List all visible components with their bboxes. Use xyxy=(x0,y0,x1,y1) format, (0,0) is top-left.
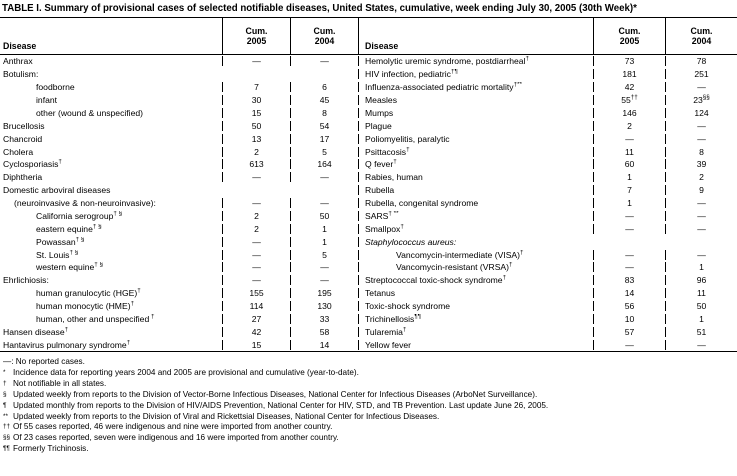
disease-name: Cyclosporiasis xyxy=(3,159,59,170)
table-row xyxy=(0,81,358,94)
footnote xyxy=(3,401,735,412)
cum-2005-cell: 2 xyxy=(222,211,290,221)
cum-2004-cell: 14 xyxy=(290,340,358,350)
table-row xyxy=(358,132,737,145)
cum-2005-cell: — xyxy=(593,250,665,260)
disease-name: Psittacosis xyxy=(365,146,407,157)
cum-2004-cell: — xyxy=(290,198,358,208)
footnote-marker: † xyxy=(58,159,62,166)
disease-cell xyxy=(0,185,222,195)
cum-2005-cell: 14 xyxy=(593,288,665,298)
disease-name: Measles xyxy=(365,95,397,106)
footnote xyxy=(3,379,735,390)
disease-name: human monocytic (HME) xyxy=(36,301,131,312)
cum-2005-cell: 114 xyxy=(222,301,290,311)
disease-cell xyxy=(0,211,222,221)
cum-label: Cum. xyxy=(690,25,713,36)
disease-name: Smallpox xyxy=(365,223,401,234)
cum-2004-cell: — xyxy=(665,121,737,131)
disease-name: California serogroup xyxy=(36,210,114,221)
cum-2004-cell: 1 xyxy=(290,224,358,234)
footnote-marker: †** xyxy=(513,82,522,89)
disease-cell xyxy=(358,172,593,182)
cum-2004-cell: 1 xyxy=(665,262,737,272)
disease-name: foodborne xyxy=(36,82,75,93)
disease-name: Cholera xyxy=(3,146,34,157)
footnote xyxy=(3,422,735,433)
cum-2005-cell: 2 xyxy=(222,224,290,234)
disease-name: Brucellosis xyxy=(3,120,45,131)
disease-name: Domestic arboviral diseases xyxy=(3,185,111,196)
table-header xyxy=(0,17,737,55)
disease-cell xyxy=(358,314,593,324)
disease-name: SARS xyxy=(365,210,389,221)
footnote-marker: † § xyxy=(69,249,79,256)
footnote-marker: † xyxy=(393,159,397,166)
disease-cell xyxy=(0,95,222,105)
cum-2004-cell: 50 xyxy=(665,301,737,311)
cum-2004-cell: 17 xyxy=(290,134,358,144)
cum-2005-cell: 56 xyxy=(593,301,665,311)
footnote xyxy=(3,444,735,455)
footnote-marker: ¶¶ xyxy=(414,313,422,321)
footnote-marker: * xyxy=(3,368,6,376)
cum-2004-cell: — xyxy=(665,82,737,92)
disease-name: Trichinellosis xyxy=(365,313,415,324)
table-row xyxy=(358,300,737,313)
footnote-marker: † § xyxy=(113,210,123,218)
footnote-marker: † xyxy=(400,223,404,230)
disease-name: Powassan xyxy=(36,236,76,247)
footnote-marker: †† xyxy=(630,94,638,102)
table-row xyxy=(0,132,358,145)
table-row xyxy=(0,313,358,326)
cum-2004-cell: — xyxy=(665,211,737,221)
cum-2004-cell: 130 xyxy=(290,301,358,311)
cum-2004-cell: — xyxy=(665,198,737,208)
footnote-marker: † xyxy=(406,146,410,153)
table-row xyxy=(358,68,737,81)
disease-cell xyxy=(0,134,222,144)
footnote-marker: † xyxy=(525,56,529,63)
cum-2005-cell: 10 xyxy=(593,314,665,324)
footnote xyxy=(3,433,735,444)
footnote-marker: † xyxy=(130,301,135,308)
disease-cell xyxy=(358,134,593,144)
cum-2004-cell: — xyxy=(290,56,358,66)
table-row xyxy=(358,222,737,235)
disease-cell xyxy=(358,224,593,234)
disease-name: infant xyxy=(36,95,58,106)
disease-name: Yellow fever xyxy=(365,339,412,350)
cum-2004-cell: 54 xyxy=(290,121,358,131)
cum-2004-cell: 5 xyxy=(290,147,358,157)
disease-name: Vancomycin-intermediate (VISA) xyxy=(396,249,521,260)
table-row xyxy=(0,235,358,248)
disease-cell xyxy=(0,56,222,66)
disease-name: Ehrlichiosis: xyxy=(3,275,49,286)
col-header-disease-left: Disease xyxy=(3,41,37,51)
cum-2004-cell: 45 xyxy=(290,95,358,105)
cum-2005-cell: — xyxy=(222,275,290,285)
disease-name: Plague xyxy=(365,120,392,131)
cum-2004-cell: 33 xyxy=(290,314,358,324)
disease-cell xyxy=(0,121,222,131)
cum-label: Cum. xyxy=(618,25,641,36)
disease-cell xyxy=(358,250,593,260)
footnote xyxy=(3,412,735,423)
cum-2005-cell: 613 xyxy=(222,159,290,169)
table-row xyxy=(0,300,358,313)
cum-2004-cell: — xyxy=(290,275,358,285)
disease-cell xyxy=(0,198,222,208)
table-row xyxy=(358,338,737,351)
disease-cell xyxy=(0,288,222,298)
cum-2004-cell: 9 xyxy=(665,185,737,195)
table-row xyxy=(358,197,737,210)
table-row xyxy=(358,55,737,68)
table-row xyxy=(0,248,358,261)
disease-cell xyxy=(0,262,222,272)
cum-2004-cell: — xyxy=(665,134,737,144)
cum-2005-cell: — xyxy=(593,211,665,221)
table-row xyxy=(358,171,737,184)
cum-2005-cell: 146 xyxy=(593,108,665,118)
table-body xyxy=(0,55,737,352)
footnote-text: No reported cases. xyxy=(13,357,85,366)
footnote-marker: ** xyxy=(3,412,8,420)
cum-2005-cell: — xyxy=(593,224,665,234)
col-header-disease-right: Disease xyxy=(358,18,593,54)
table-row xyxy=(358,261,737,274)
disease-name: Poliomyelitis, paralytic xyxy=(365,133,450,144)
footnote-text: Incidence data for reporting years 2004 and 2005 are provisional and cumulative (year-to-date). xyxy=(13,367,359,377)
year-label: 2004 xyxy=(314,36,335,46)
table-row xyxy=(358,287,737,300)
cum-2004-cell: 50 xyxy=(290,211,358,221)
footnote-text: Updated weekly from reports to the Division of Viral and Rickettsial Diseases, National Center for Infectious Diseases. xyxy=(13,411,440,421)
footnote-marker: ¶ xyxy=(3,401,7,409)
table-row xyxy=(358,248,737,261)
disease-cell xyxy=(0,314,222,324)
disease-name: Hansen disease xyxy=(3,326,65,337)
cum-2005-cell: 1 xyxy=(593,198,665,208)
disease-cell xyxy=(358,56,593,66)
cum-2005-cell: — xyxy=(593,134,665,144)
disease-name: Botulism: xyxy=(3,69,39,80)
footnote-text: Updated weekly from reports to the Division of Vector-Borne Infectious Diseases, National Center for Infectious Diseases (ArboNet Surveillance). xyxy=(13,389,538,399)
footnote-marker: ¶¶ xyxy=(3,445,10,453)
disease-cell xyxy=(358,121,593,131)
disease-cell xyxy=(0,108,222,118)
cum-2004-cell: — xyxy=(665,340,737,350)
disease-name: human, other and unspecified xyxy=(36,313,150,324)
disease-name: other (wound & unspecified) xyxy=(36,107,144,118)
disease-cell xyxy=(358,211,593,221)
disease-name: Rubella xyxy=(365,185,395,196)
disease-cell xyxy=(0,301,222,311)
cum-2004-cell: 2 xyxy=(665,172,737,182)
cum-2005-cell: — xyxy=(593,340,665,350)
disease-name: Diphtheria xyxy=(3,172,43,183)
cum-2004-cell: 5 xyxy=(290,250,358,260)
cum-2005-cell: 50 xyxy=(222,121,290,131)
disease-cell xyxy=(0,237,222,247)
disease-name: Tetanus xyxy=(365,288,396,299)
disease-cell xyxy=(358,198,593,208)
disease-cell xyxy=(358,275,593,285)
footnote-marker: † xyxy=(502,275,507,282)
cum-2005-cell: 42 xyxy=(593,82,665,92)
footnote-marker: † xyxy=(149,313,155,321)
cum-2004-cell: 164 xyxy=(290,159,358,169)
disease-name: Influenza-associated pediatric mortality xyxy=(365,82,514,93)
cum-2004-cell: 251 xyxy=(665,69,737,79)
col-header-cum-2005-left xyxy=(222,18,290,54)
cum-2005-cell: — xyxy=(222,250,290,260)
disease-cell xyxy=(358,69,593,79)
footnote-text: Not notifiable in all states. xyxy=(13,378,107,388)
disease-cell xyxy=(358,108,593,118)
cum-2005-cell: 155 xyxy=(222,288,290,298)
cum-label: Cum. xyxy=(245,25,268,36)
disease-name: Staphylococcus aureus: xyxy=(365,236,457,247)
cum-2004-cell: 1 xyxy=(290,237,358,247)
disease-name: Chancroid xyxy=(3,133,43,144)
cum-2004-cell: 58 xyxy=(290,327,358,337)
col-header-cum-2004-left xyxy=(290,18,358,54)
cum-label: Cum. xyxy=(313,25,336,36)
footnote-marker: † xyxy=(64,326,69,333)
disease-name: Anthrax xyxy=(3,56,33,67)
table-row xyxy=(358,145,737,158)
footnote-marker: §§ xyxy=(702,94,710,102)
cum-2005-cell: 2 xyxy=(222,147,290,157)
footnote-marker: † xyxy=(137,288,141,295)
disease-cell xyxy=(358,262,593,272)
cum-2005-cell: 181 xyxy=(593,69,665,79)
cum-2005-cell: 11 xyxy=(593,147,665,157)
table-row xyxy=(0,68,358,81)
disease-name: human granulocytic (HGE) xyxy=(36,288,138,299)
year-label: 2005 xyxy=(619,36,640,46)
disease-cell xyxy=(358,82,593,92)
table-row xyxy=(0,197,358,210)
table-row xyxy=(0,119,358,132)
left-header-half xyxy=(0,18,358,54)
footnote-marker: —: xyxy=(3,357,14,366)
disease-cell xyxy=(0,159,222,169)
disease-cell xyxy=(0,147,222,157)
cum-2005-cell: — xyxy=(222,56,290,66)
footnote-text: Of 55 cases reported, 46 were indigenous and nine were imported from another country. xyxy=(13,422,333,432)
table-row xyxy=(358,81,737,94)
disease-name: (neuroinvasive & non-neuroinvasive): xyxy=(14,198,156,209)
cum-2004-cell: 6 xyxy=(290,82,358,92)
disease-name: Toxic-shock syndrome xyxy=(365,301,451,312)
table-row xyxy=(358,235,737,248)
table-row xyxy=(358,158,737,171)
disease-cell xyxy=(358,340,593,350)
disease-cell xyxy=(0,275,222,285)
disease-cell xyxy=(0,250,222,260)
cum-2004-cell: 8 xyxy=(665,147,737,157)
disease-cell xyxy=(358,327,593,337)
left-table-half xyxy=(0,55,358,351)
footnote-text: Formerly Trichinosis. xyxy=(13,444,89,454)
table-row xyxy=(358,325,737,338)
footnote-marker: † ** xyxy=(388,210,399,218)
footnote-marker: †¶ xyxy=(450,69,458,76)
col-header-cum-2005-right xyxy=(593,18,665,54)
cum-2005-cell: 73 xyxy=(593,56,665,66)
right-header-half xyxy=(358,18,737,54)
footnote-marker: †† xyxy=(3,423,11,431)
cum-2004-cell: 78 xyxy=(665,56,737,66)
disease-cell xyxy=(358,237,593,247)
cum-2005-cell: — xyxy=(222,237,290,247)
table-title: TABLE I. Summary of provisional cases of selected notifiable diseases, United States, cumulative, week ending July 30, 2005 (30th Week)* xyxy=(2,3,637,14)
disease-name: Mumps xyxy=(365,107,394,118)
disease-cell xyxy=(358,147,593,157)
footnotes-block xyxy=(3,357,735,455)
cum-2005-cell: 60 xyxy=(593,159,665,169)
table-row xyxy=(358,119,737,132)
disease-cell xyxy=(0,224,222,234)
disease-name: St. Louis xyxy=(36,249,70,260)
cum-2004-cell: 39 xyxy=(665,159,737,169)
year-label: 2005 xyxy=(246,36,267,46)
disease-cell xyxy=(358,288,593,298)
cum-2004-cell: 195 xyxy=(290,288,358,298)
disease-cell xyxy=(358,159,593,169)
table-row xyxy=(0,184,358,197)
table-row xyxy=(358,184,737,197)
cum-2005-cell: — xyxy=(222,172,290,182)
table-row xyxy=(358,313,737,326)
disease-name: Vancomycin-resistant (VRSA) xyxy=(396,262,510,273)
cum-2005-cell: 13 xyxy=(222,134,290,144)
table-row xyxy=(0,94,358,107)
table-row xyxy=(0,287,358,300)
footnote-marker: † xyxy=(509,262,513,269)
cum-2005-cell: 83 xyxy=(593,275,665,285)
cum-2005-cell: 2 xyxy=(593,121,665,131)
disease-cell xyxy=(358,301,593,311)
footnote-marker: † § xyxy=(75,236,85,243)
disease-name: Hantavirus pulmonary syndrome xyxy=(3,339,127,350)
disease-cell xyxy=(358,95,593,105)
cum-2005-cell: 7 xyxy=(222,82,290,92)
cum-2005-cell: 15 xyxy=(222,108,290,118)
cum-2005-cell: — xyxy=(222,262,290,272)
table-row xyxy=(0,107,358,120)
col-header-cum-2004-right xyxy=(665,18,737,54)
footnote-marker: † xyxy=(3,379,7,387)
table-row xyxy=(358,107,737,120)
table-row xyxy=(0,325,358,338)
table-row xyxy=(0,158,358,171)
cum-2004-cell: 1 xyxy=(665,314,737,324)
cum-2005-cell: — xyxy=(222,198,290,208)
disease-name: Hemolytic uremic syndrome, postdiarrheal xyxy=(365,56,526,67)
summary-table xyxy=(0,17,737,352)
footnote xyxy=(3,368,735,379)
right-table-half xyxy=(358,55,737,351)
table-row xyxy=(0,55,358,68)
disease-name: western equine xyxy=(36,262,95,273)
footnote-text: Of 23 cases reported, seven were indigenous and 16 were imported from another country. xyxy=(13,433,339,443)
disease-cell xyxy=(0,340,222,350)
cum-2005-cell: 7 xyxy=(593,185,665,195)
footnote-marker: § xyxy=(3,390,7,398)
cum-2004-cell: — xyxy=(290,262,358,272)
cum-2004-cell: — xyxy=(665,224,737,234)
cum-2005-cell: 57 xyxy=(593,327,665,337)
cum-2004-cell: 96 xyxy=(665,275,737,285)
table-row xyxy=(0,274,358,287)
disease-name: Tularemia xyxy=(365,326,403,337)
disease-cell xyxy=(0,69,222,79)
cum-2005-cell: 42 xyxy=(222,327,290,337)
table-row xyxy=(358,274,737,287)
disease-cell xyxy=(0,172,222,182)
footnote xyxy=(3,357,735,368)
footnote-text: Updated monthly from reports to the Division of HIV/AIDS Prevention, National Center for HIV, STD, and TB Prevention. Last update June 26, 2005. xyxy=(13,400,549,410)
cum-2005-cell: 15 xyxy=(222,340,290,350)
disease-cell xyxy=(0,327,222,337)
cum-2005-cell: 55†† xyxy=(593,95,665,105)
footnote-marker: † § xyxy=(92,223,102,230)
cum-2004-cell: 51 xyxy=(665,327,737,337)
disease-name: eastern equine xyxy=(36,223,93,234)
table-row xyxy=(0,171,358,184)
table-row xyxy=(0,210,358,223)
disease-name: Streptococcal toxic-shock syndrome xyxy=(365,275,503,286)
disease-cell xyxy=(358,185,593,195)
cum-2004-cell: 124 xyxy=(665,108,737,118)
cum-2005-cell: 27 xyxy=(222,314,290,324)
cum-2004-cell: 23§§ xyxy=(665,95,737,105)
cum-2005-cell: 1 xyxy=(593,172,665,182)
footnote-marker: §§ xyxy=(3,434,11,442)
footnote-marker: † xyxy=(402,326,407,333)
table-row xyxy=(0,338,358,351)
cum-2004-cell: 11 xyxy=(665,288,737,298)
disease-name: Rabies, human xyxy=(365,172,423,183)
disease-name: HIV infection, pediatric xyxy=(365,69,451,80)
cum-2004-cell: 8 xyxy=(290,108,358,118)
footnote-marker: † § xyxy=(94,262,104,269)
disease-name: Q fever xyxy=(365,159,394,170)
cum-2004-cell: — xyxy=(665,250,737,260)
table-row xyxy=(358,210,737,223)
disease-cell xyxy=(0,82,222,92)
table-row xyxy=(358,94,737,107)
table-row xyxy=(0,222,358,235)
cum-2004-cell: — xyxy=(290,172,358,182)
footnote xyxy=(3,390,735,401)
cum-2005-cell: — xyxy=(593,262,665,272)
year-label: 2004 xyxy=(691,36,712,46)
footnote-marker: † xyxy=(126,339,131,346)
cum-2005-cell: 30 xyxy=(222,95,290,105)
table-row xyxy=(0,261,358,274)
footnote-marker: † xyxy=(520,249,524,256)
disease-name: Rubella, congenital syndrome xyxy=(365,198,479,209)
table-row xyxy=(0,145,358,158)
